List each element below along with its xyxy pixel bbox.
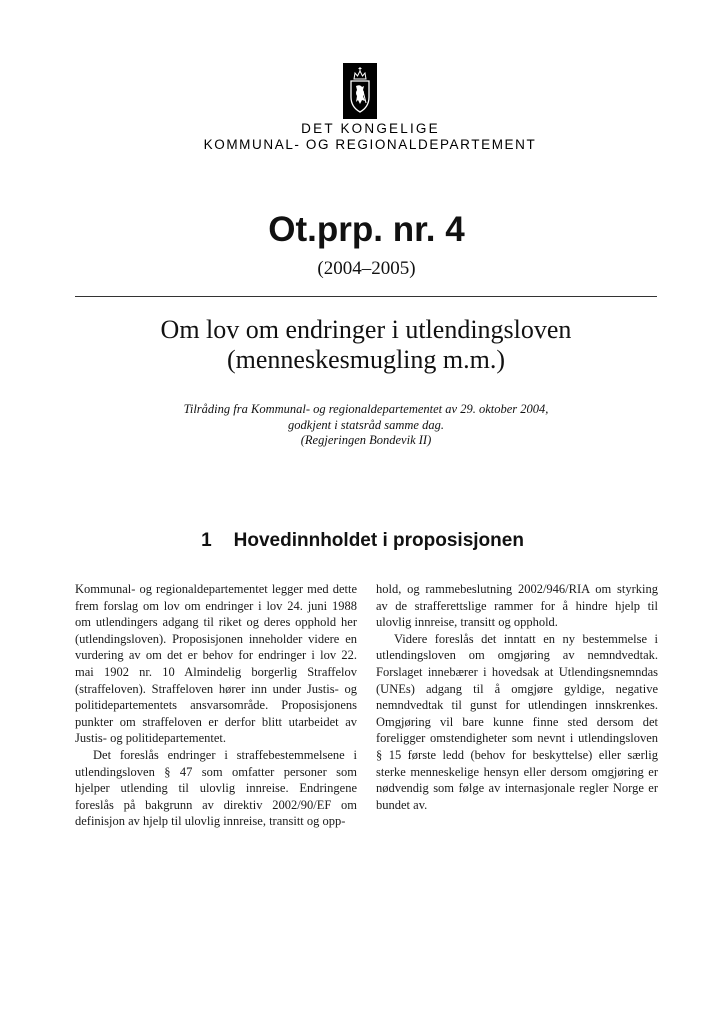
ministry-name-line2: KOMMUNAL- OG REGIONALDEPARTEMENT <box>203 137 537 152</box>
section-number: 1 <box>201 530 212 551</box>
paragraph: Videre foreslås det inntatt en ny bestemmelse i utlendingsloven om omgjøring av nemndvedtak. Forslaget innebærer i hovedsak at Utlendingsnemndas (UNEs) adgang til å omgjøre gyldige, negative nemndvedtak til gunst for utlendingen innskrenkes. Omgjøring vil bare kunne finne sted dersom det foreligger omstendigheter som nevnt i utlendingsloven § 15 første ledd (behov for beskyttelse) eller særlig sterke menneskelige hensyn eller dersom omgjøring er nødvendig som følge av internasjonale regler Norge er bundet av. <box>376 631 658 812</box>
approval-note <box>75 402 657 449</box>
document-title-line1: Om lov om endringer i utlendingsloven <box>160 315 572 344</box>
ministry-name-line1: DET KONGELIGE <box>301 121 440 136</box>
royal-coat-of-arms-icon <box>343 63 377 119</box>
approval-line2: godkjent i statsråd samme dag. <box>288 417 444 432</box>
approval-line3: (Regjeringen Bondevik II) <box>300 433 432 447</box>
document-title <box>75 315 657 375</box>
approval-line1: Tilråding fra Kommunal- og regionaldepartementet av 29. oktober 2004, <box>183 402 549 416</box>
paragraph: Kommunal- og regionaldepartementet legger med dette frem forslag om lov om endringer i lov 24. juni 1988 om utlendingers adgang til riket og deres opphold her (utlendingsloven). Proposisjonen inneholder videre en vurdering av om det er behov for endringer i lov 22. mai 1902 nr. 10 Almindelig borgerlig Straffelov (straffeloven). Straffeloven hører inn under Justis- og politidepartementets ansvarsområde. Proposisjonens punkter om straffeloven er derfor blitt utarbeidet av Justis- og politidepartementet. <box>75 582 357 746</box>
document-number: Ot.prp. nr. 4 <box>268 210 465 249</box>
section-heading <box>0 530 725 552</box>
horizontal-divider <box>75 296 657 297</box>
section-heading-text: Hovedinnholdet i proposisjonen <box>233 530 524 551</box>
body-column-left <box>75 581 357 830</box>
document-years: (2004–2005) <box>317 258 416 279</box>
document-title-line2: (menneskesmugling m.m.) <box>226 345 505 374</box>
paragraph: Det foreslås endringer i straffebestemmelsene i utlendingsloven § 47 som omfatter personer som hjelper utlending til ulovlig innreise. Endringene foreslås på bakgrunn av direktiv 2002/90/EF om definisjon av hjelp til ulovlig innreise, transitt og opp- <box>75 747 357 829</box>
body-column-right <box>376 581 658 813</box>
paragraph: hold, og rammebeslutning 2002/946/RIA om styrking av de strafferettslige rammer for å hindre hjelp til ulovlig innreise, transitt og opphold. <box>376 582 658 630</box>
